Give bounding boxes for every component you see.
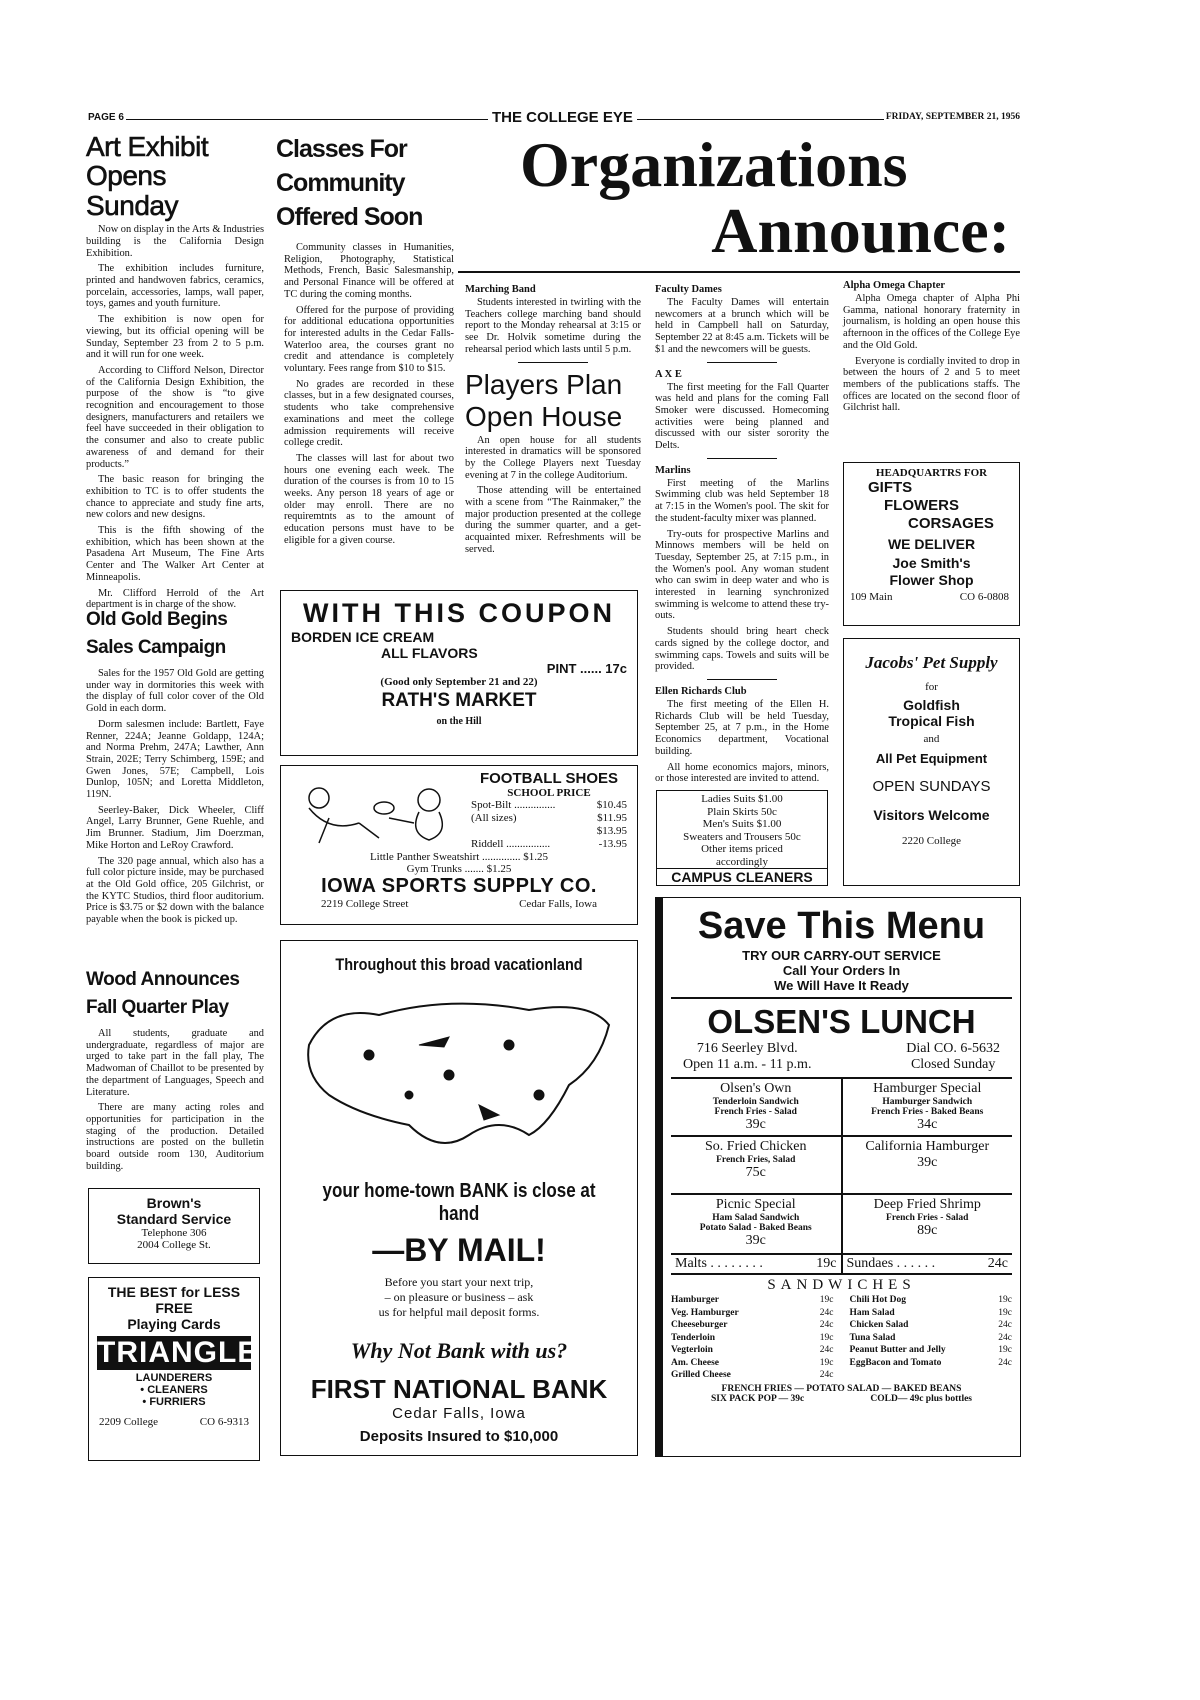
- item-desc: Potato Salad - Baked Beans: [699, 1223, 812, 1233]
- ad-line: FREE: [155, 1300, 193, 1316]
- item-price: 24c: [998, 1357, 1012, 1368]
- sandwich-row: [850, 1344, 1013, 1357]
- item-price: 24c: [819, 1320, 834, 1330]
- article-alpha-omega: [843, 278, 1020, 418]
- item-name: EggBacon and Tomato: [849, 1357, 942, 1368]
- item-name: Tuna Salad: [849, 1332, 896, 1343]
- headline: Old Gold Begins: [86, 609, 228, 630]
- ad-line: Call Your Orders In: [782, 963, 901, 978]
- ad-line: on the Hill: [436, 716, 482, 727]
- paragraph: The basic reason for bringing the exhibition to TC is to offer students the chance to appreciate and study fine arts, new colors and new designs.: [86, 474, 264, 521]
- article-classes: [276, 132, 454, 551]
- ad-line: BORDEN ICE CREAM: [291, 629, 435, 645]
- ad-line: (Good only September 21 and 22): [380, 676, 538, 688]
- paragraph: No grades are recorded in these classes, but in a few designated courses, students who take comprehensive examinations and meet the college admission requirements will receive college credit.: [284, 378, 454, 449]
- ad-price: PINT ...... 17c: [546, 661, 627, 676]
- price-row: [471, 812, 627, 825]
- ad-line: THE BEST for LESS: [107, 1284, 241, 1300]
- ad-campus-cleaners: [656, 790, 828, 886]
- restaurant-name: OLSEN'S LUNCH: [707, 1003, 976, 1040]
- org-news-column: [655, 282, 829, 789]
- paragraph: According to Clifford Nelson, Director of the California Design Exhibition, the purpose of the show is “to give recognition and encouragement to those designers, manufacturers and retailers we feel have succeeded in their obligation to the consumer and also to create public awareness of and demand for their products.”: [86, 364, 264, 470]
- article-marching-band: [465, 282, 641, 560]
- ad-phone: CO 6-9313: [199, 1416, 249, 1428]
- paragraph: Those attending will be entertained with a scene from “The Rainmaker,” the major production presented at the college during the summer quarter, and a get-acquainted mixer. Refreshments will be served.: [465, 485, 641, 555]
- paragraph: The classes will last for about two hours one evening each week. The duration of the courses is from 10 to 15 weeks. Any person 18 years of age or older may enroll. There are no requiremtnts as to the amount of education persons must have to be eligible for a given course.: [284, 452, 454, 546]
- ad-line: OPEN SUNDAYS: [872, 778, 991, 795]
- vacation-map-illustration: [299, 985, 619, 1165]
- price-row: [471, 799, 627, 812]
- item-price: 75c: [745, 1165, 766, 1180]
- paragraph: There are many acting roles and opportunities for participation in the staging of the production. Detailed instructions are posted on the bulletin board outside room 130, Auditorium building.: [86, 1102, 264, 1172]
- issue-date: FRIDAY, SEPTEMBER 21, 1956: [885, 112, 1020, 122]
- sandwich-row: [671, 1294, 834, 1307]
- ad-line: Standard Service: [116, 1211, 232, 1227]
- headline: Wood Announces: [86, 969, 240, 990]
- item-desc: French Fries, Salad: [716, 1155, 796, 1165]
- ad-line: • CLEANERS: [140, 1384, 208, 1396]
- menu-footer: SIX PACK POP — 39c: [711, 1393, 805, 1404]
- ad-line: SCHOOL PRICE: [507, 787, 591, 799]
- item-price: 19c: [998, 1295, 1012, 1305]
- article-old-gold: [86, 606, 264, 930]
- ad-line: Gym Trunks ....... $1.25: [406, 863, 512, 875]
- article-wood-announces: [86, 966, 264, 1176]
- ad-line: Tropical Fish: [888, 713, 975, 729]
- phone: Dial CO. 6-5632: [906, 1041, 1000, 1056]
- subhead: Marlins: [655, 464, 691, 476]
- item-name: Grilled Cheese: [671, 1370, 731, 1380]
- ad-line: LAUNDERERS: [135, 1372, 213, 1384]
- hours: Open 11 a.m. - 11 p.m.: [683, 1057, 812, 1072]
- divider: [707, 679, 777, 680]
- ad-city: Cedar Falls, Iowa: [392, 1405, 526, 1422]
- article-art-exhibit: [86, 132, 264, 615]
- ad-line: Ladies Suits $1.00: [701, 793, 783, 805]
- ad-flower-shop: [843, 462, 1020, 626]
- headline: Classes For: [276, 135, 407, 163]
- item-price: 24c: [819, 1345, 834, 1355]
- item-price: 19c: [819, 1295, 834, 1305]
- ad-line: HEADQUARTRS FOR: [875, 467, 988, 479]
- item-price: 39c: [745, 1233, 766, 1248]
- headline: Players Plan: [465, 368, 623, 400]
- ad-line: and: [923, 733, 940, 745]
- sandwich-row: [671, 1307, 834, 1320]
- paragraph: Try-outs for prospective Marlins and Minnows members will be held on Tuesday, September 25, at 7:15 p.m., in the Women's pool. Any woman student who can swim in deep water and who is interested in learning synchronized swimming is welcome to attend these try-outs.: [655, 528, 829, 622]
- closed-day: Closed Sunday: [910, 1057, 996, 1072]
- sandwiches-heading: SANDWICHES: [767, 1277, 916, 1293]
- price-row: [471, 838, 627, 851]
- ad-line: Other items priced: [701, 843, 783, 855]
- headline: Sales Campaign: [86, 637, 226, 658]
- item-price: 19c: [998, 1345, 1012, 1355]
- ad-line: 2004 College St.: [137, 1239, 211, 1251]
- ad-line: FLOWERS: [884, 497, 959, 514]
- menu-item-sundaes: [843, 1255, 1013, 1273]
- item-desc: French Fries - Salad: [886, 1213, 969, 1223]
- coupon-title: WITH THIS COUPON: [303, 598, 615, 628]
- item-name: Hamburger: [671, 1295, 720, 1305]
- ad-line: your home-town BANK is close at hand: [322, 1180, 596, 1225]
- paragraph: All students, graduate and undergraduate, regardless of major are urged to take part in the fall play, The Madwoman of Chaillot to be presented by the department of Languages, Speech and Literature.: [86, 1028, 264, 1098]
- paragraph: Alpha Omega chapter of Alpha Phi Gamma, national honorary fraternity in journalism, is holding an open house this afternoon in the offices of the College Eye and the Old Gold.: [843, 293, 1020, 351]
- ad-line: ALL FLAVORS: [381, 645, 478, 661]
- paragraph: Dorm salesmen include: Bartlett, Faye Renner, 224A; Jeanne Goldapp, 124A; and Norma Prehm, 247A; Lawther, Ann Strain, 202E; Terry Schimberg, 159E; and Gwen Jones, 57E; Campbell, Lois Dunlop, 105N; and Loretta Middleton, 119N.: [86, 718, 264, 801]
- item-name: Am. Cheese: [671, 1357, 720, 1368]
- item-price: 24c: [998, 1320, 1012, 1330]
- masthead: THE COLLEGE EYE: [488, 109, 637, 126]
- ad-line: CORSAGES: [908, 515, 994, 532]
- item-desc: Ham Salad Sandwich: [712, 1213, 800, 1223]
- ad-title: FOOTBALL SHOES: [479, 770, 619, 787]
- paragraph: This is the fifth showing of the exhibition, which has been shown at the Pasadena Art Museum, The Fine Arts Center and The Walker Art Center at Minneapolis.: [86, 525, 264, 583]
- sandwich-row: [850, 1294, 1013, 1307]
- menu-item-malts: [671, 1255, 843, 1273]
- ad-line: TRY OUR CARRY-OUT SERVICE: [742, 948, 941, 963]
- item-name: Malts . . . . . . . .: [675, 1256, 763, 1271]
- sandwich-row: [850, 1357, 1013, 1370]
- ad-name: RATH'S MARKET: [381, 690, 537, 711]
- ad-first-national-bank: [280, 940, 638, 1456]
- menu-title: Save This Menu: [697, 905, 986, 947]
- item-name: Olsen's Own: [720, 1081, 792, 1096]
- headline: Opens Sunday: [86, 160, 178, 221]
- ad-raths-market-coupon: [280, 590, 638, 756]
- item-desc: French Fries - Baked Beans: [871, 1107, 984, 1117]
- item-name: Vegterloin: [671, 1345, 713, 1355]
- ad-line: Flower Shop: [889, 572, 974, 588]
- headline: Offered Soon: [276, 203, 423, 231]
- ad-line: for: [925, 681, 938, 693]
- headline: Art Exhibit: [86, 131, 209, 162]
- paragraph: Community classes in Humanities, Religion, Photography, Statistical Methods, French, Basic Salesmanship, and Personal Finance will be offered at TC during the coming months.: [284, 242, 454, 300]
- address: 716 Seerley Blvd.: [696, 1041, 798, 1056]
- ad-line: Before you start your next trip,: [384, 1275, 534, 1289]
- item-name: Spot-Bilt ...............: [471, 799, 556, 811]
- ad-line: Goldfish: [903, 697, 960, 713]
- paragraph: Now on display in the Arts & Industries building is the California Design Exhibition.: [86, 224, 264, 259]
- item-price: 24c: [998, 1332, 1012, 1343]
- ad-address: 109 Main: [850, 591, 893, 603]
- paragraph: Seerley-Baker, Dick Wheeler, Cliff Angel, Larry Brunner, Gene Ruehle, and Jim Brunner. Stadium, Jim Doerzman, Mike Horton and LeRoy Crawford.: [86, 804, 264, 851]
- menu-item: [843, 1079, 1013, 1137]
- triangle-logo: TRIANGLE: [97, 1336, 259, 1369]
- ad-line: Visitors Welcome: [873, 807, 990, 823]
- ad-line: Playing Cards: [127, 1316, 221, 1332]
- ad-address: 2220 College: [902, 835, 961, 847]
- page-header: [88, 109, 1020, 126]
- divider: [518, 362, 588, 363]
- subhead: Marching Band: [465, 284, 536, 295]
- item-name: Chicken Salad: [849, 1320, 909, 1330]
- ad-city: Cedar Falls, Iowa: [519, 898, 597, 910]
- paragraph: The Faculty Dames will entertain newcomers at a brunch which will be held in Campbell hall on Saturday, September 22 at 8:45 a.m. Tickets will be $1 and the newcomers will be guests.: [655, 297, 829, 355]
- item-name: Riddell ................: [471, 838, 551, 850]
- ad-browns-standard: [88, 1188, 260, 1264]
- paragraph: Everyone is cordially invited to drop in between the hours of 2 and 5 to meet members of the publications staffs. The offices are located on the second floor of Gilchrist hall.: [843, 355, 1020, 414]
- paragraph: Sales for the 1957 Old Gold are getting under way in dormitories this week with the display of full color cover of the Old Gold in each dorm.: [86, 668, 264, 715]
- ad-pet-supply: [843, 638, 1020, 886]
- price-row: [471, 825, 627, 838]
- sandwich-row: [671, 1357, 834, 1370]
- ad-slogan: Why Not Bank with us?: [350, 1338, 568, 1363]
- item-name: California Hamburger: [865, 1139, 990, 1154]
- ad-line: • FURRIERS: [142, 1396, 206, 1408]
- divider: [707, 458, 777, 459]
- item-price: 19c: [819, 1332, 834, 1343]
- ad-olsens-lunch-menu: [655, 897, 1021, 1457]
- item-name: (All sizes): [471, 812, 517, 824]
- paragraph: Students interested in twirling with the Teachers college marching band should report to the Monday rehearsal at 3:15 or see Dr. Holvik sometime during the rehearsal period which lasts until 5 p.m.: [465, 297, 641, 355]
- item-name: Sundaes . . . . . .: [846, 1256, 936, 1271]
- ad-line: WE DELIVER: [887, 536, 976, 552]
- item-name: Chili Hot Dog: [849, 1295, 906, 1305]
- item-desc: French Fries - Salad: [714, 1107, 797, 1117]
- item-price: 19c: [998, 1307, 1012, 1318]
- item-price: 39c: [917, 1155, 938, 1170]
- ad-name: IOWA SPORTS SUPPLY CO.: [321, 875, 597, 897]
- item-price: $10.45: [596, 799, 627, 811]
- paragraph: Mr. Clifford Herrold of the Art department is in charge of the show.: [86, 587, 264, 611]
- sandwich-row: [671, 1319, 834, 1332]
- item-price: 19c: [819, 1357, 834, 1368]
- organizations-headline: [470, 128, 1020, 268]
- item-price: 89c: [917, 1223, 938, 1238]
- subhead: Ellen Richards Club: [655, 685, 747, 697]
- ad-line: All Pet Equipment: [875, 751, 988, 766]
- ad-line: We Will Have It Ready: [774, 978, 909, 993]
- menu-footer: FRENCH FRIES — POTATO SALAD — BAKED BEANS: [721, 1383, 962, 1394]
- headline: Announce:: [711, 195, 1010, 266]
- subhead: Alpha Omega Chapter: [843, 280, 946, 291]
- paragraph: Offered for the purpose of providing for additional educationa opportunities for interested adults in the Cedar Falls-Waterloo area, the courses grant no credit and attendance is completely voluntary. Fees range from $10 to $15.: [284, 304, 454, 375]
- headline: Fall Quarter Play: [86, 997, 229, 1018]
- ad-line: Men's Suits $1.00: [702, 818, 782, 830]
- item-name: Hamburger Special: [873, 1081, 982, 1096]
- item-price: 34c: [917, 1117, 938, 1132]
- paragraph: The first meeting of the Ellen H. Richards Club will be held Tuesday, September 25, at 7 p.m., in the Home Economics department, Vocational building.: [655, 698, 829, 757]
- ad-line: Joe Smith's: [892, 555, 971, 571]
- page-number: PAGE 6: [88, 112, 124, 123]
- item-price: $13.95: [596, 825, 627, 837]
- ad-iowa-sports-supply: [280, 765, 638, 925]
- sandwich-row: [671, 1344, 834, 1357]
- item-name: Veg. Hamburger: [671, 1307, 739, 1318]
- paragraph: All home economics majors, minors, or those interested are invited to attend.: [655, 761, 829, 785]
- ad-line: —BY MAIL!: [372, 1232, 546, 1268]
- sandwich-row: [671, 1332, 834, 1345]
- item-price: -13.95: [598, 838, 627, 850]
- divider: [707, 362, 777, 363]
- item-name: Deep Fried Shrimp: [873, 1197, 981, 1212]
- ad-phone: CO 6-0808: [959, 591, 1009, 603]
- item-price: 39c: [745, 1117, 766, 1132]
- item-name: So. Fried Chicken: [705, 1139, 807, 1154]
- item-name: Peanut Butter and Jelly: [849, 1345, 946, 1355]
- ad-logo-script: Jacobs' Pet Supply: [865, 653, 998, 672]
- menu-item: [671, 1079, 841, 1137]
- ad-name: CAMPUS CLEANERS: [657, 868, 827, 885]
- paragraph: An open house for all students interested in dramatics will be sponsored by the College Players next Tuesday evening at 7 in the college Auditorium.: [465, 434, 641, 481]
- sandwich-row: [671, 1369, 834, 1382]
- paragraph: First meeting of the Marlins Swimming club was held September 18 at 7:15 in the Women's pool. The skit for the student-faculty mixer was planned.: [655, 477, 829, 524]
- sandwich-row: [850, 1319, 1013, 1332]
- paragraph: The exhibition is now open for viewing, but its official opening will be Sunday, September 23 from 2 to 5 p.m. and it will run for one week.: [86, 314, 264, 361]
- ad-line: GIFTS: [868, 479, 913, 496]
- ad-address: 2219 College Street: [321, 898, 409, 910]
- headline: Open House: [465, 400, 623, 432]
- paragraph: The 320 page annual, which also has a full color picture inside, may be purchased at the Old Gold office, 205 Gilchrist, or the KYTC Studios, third floor auditorium. Price is $3.75 or $2 down with the balance payable when the book is picked up.: [86, 855, 264, 926]
- ad-line: Telephone 306: [141, 1227, 207, 1239]
- ad-name: FIRST NATIONAL BANK: [310, 1374, 608, 1404]
- ad-line: Little Panther Sweatshirt .............. $1.25: [369, 851, 549, 863]
- menu-item: [671, 1195, 841, 1253]
- ad-address: 2209 College: [99, 1416, 158, 1428]
- paragraph: Students should bring heart check cards signed by the college doctor, and swimming caps. Towels and suits will be provided.: [655, 626, 829, 673]
- headline: Organizations: [520, 129, 908, 200]
- sandwich-row: [850, 1332, 1013, 1345]
- item-price: 19c: [816, 1256, 837, 1271]
- item-name: Ham Salad: [849, 1307, 895, 1318]
- section-rule: [458, 271, 1020, 273]
- paragraph: The exhibition includes furniture, printed and handwoven fabrics, ceramics, porcelain, accessories, lamps, wall paper, toys, games and youth furniture.: [86, 263, 264, 310]
- ad-line: Throughout this broad vacationland: [335, 955, 583, 974]
- item-price: $11.95: [597, 812, 627, 824]
- headline: Community: [276, 169, 405, 197]
- subhead: Faculty Dames: [655, 284, 722, 295]
- menu-item: [671, 1137, 841, 1195]
- menu-item: [843, 1195, 1013, 1253]
- ad-line: Sweaters and Trousers 50c: [683, 830, 801, 843]
- item-price: 24c: [819, 1307, 834, 1318]
- menu-footer: COLD— 49c plus bottles: [870, 1393, 972, 1404]
- subhead: A X E: [655, 368, 682, 380]
- item-desc: Tenderloin Sandwich: [712, 1097, 799, 1107]
- ad-line: accordingly: [716, 855, 768, 868]
- item-name: Picnic Special: [715, 1197, 796, 1212]
- paragraph: The first meeting for the Fall Quarter was held and plans for the coming Fall Smoker were discussed. Homecoming activities were being planned and discussed with our sister sorority the Delts.: [655, 381, 829, 452]
- ad-triangle-cleaners: [88, 1277, 260, 1461]
- item-name: Cheeseburger: [671, 1320, 728, 1330]
- ad-line: Plain Skirts 50c: [707, 805, 777, 818]
- ad-line: – on pleasure or business – ask: [384, 1290, 534, 1304]
- football-players-illustration: [289, 778, 459, 848]
- item-price: 24c: [987, 1256, 1008, 1271]
- menu-item: [843, 1137, 1013, 1195]
- ad-line: us for helpful mail deposit forms.: [378, 1305, 540, 1319]
- ad-line: Deposits Insured to $10,000: [359, 1428, 559, 1445]
- ad-line: Brown's: [146, 1195, 202, 1211]
- sandwich-row: [850, 1307, 1013, 1320]
- item-name: Tenderloin: [671, 1332, 715, 1343]
- item-price: 24c: [819, 1370, 834, 1380]
- item-desc: Hamburger Sandwich: [882, 1097, 973, 1107]
